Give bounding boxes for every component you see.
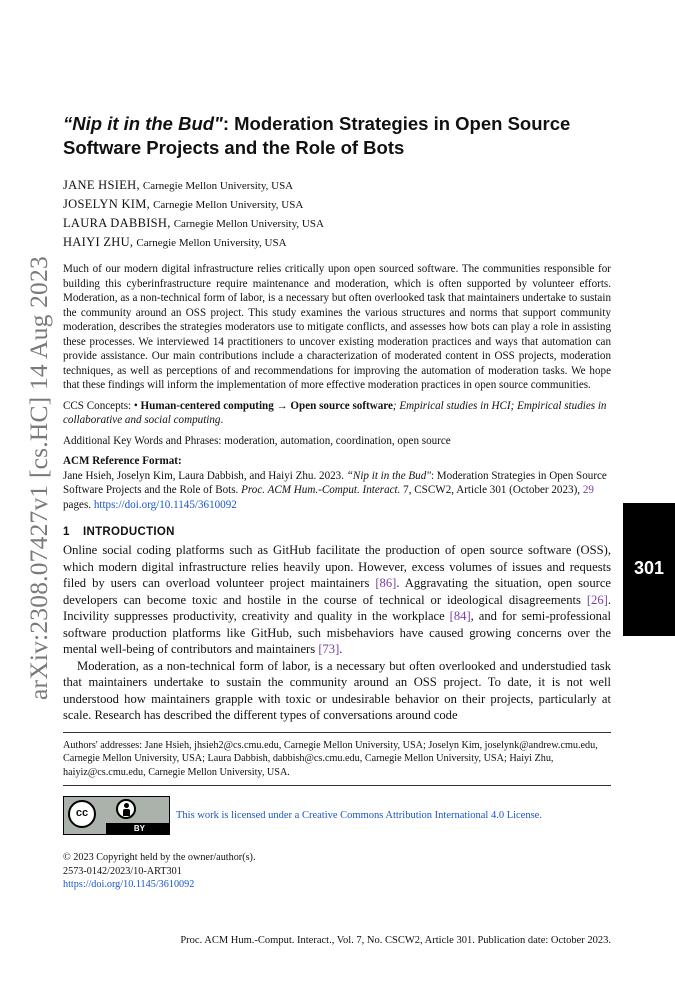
intro-paragraph-1 xyxy=(63,542,611,658)
citation-link[interactable]: [86] xyxy=(375,576,397,590)
authors-addresses: Authors' addresses: Jane Hsieh, jhsieh2@cs.cmu.edu, Carnegie Mellon University, USA; Joselyn Kim, joselynk@andrew.cmu.edu, Carnegie Mellon University, USA; Laura Dabbish, dabbish@cs.cmu.edu, Carnegie Mellon University, USA; Haiyi Zhu, haiyiz@cs.cmu.edu, Carnegie Mellon University, USA. xyxy=(63,739,598,778)
section-number: 1 xyxy=(63,526,70,538)
arxiv-stamp: arXiv:2308.07427v1 [cs.HC] 14 Aug 2023 xyxy=(24,256,53,700)
author-affiliation: Carnegie Mellon University, USA xyxy=(153,199,304,211)
author-name: JANE HSIEH, xyxy=(63,178,140,192)
intro-text: , and for semi-professional software production platforms like GitHub, such misbehaviors have caused growing concerns over the mental well-being of contributors and maintainers xyxy=(63,609,612,656)
section-heading xyxy=(63,526,611,538)
issn-line: 2573-0142/2023/10-ART301 xyxy=(63,865,182,877)
paper-page xyxy=(63,112,611,892)
citation-link[interactable]: [73] xyxy=(318,642,340,656)
paper-title xyxy=(63,112,611,160)
author-list xyxy=(63,176,611,252)
copyright-line: © 2023 Copyright held by the owner/author(s). xyxy=(63,852,256,863)
citation-link[interactable]: [84] xyxy=(449,609,471,623)
attribution-person-icon xyxy=(116,799,136,819)
ccs-label: CCS Concepts: • xyxy=(63,399,141,412)
intro-paragraph-2: Moderation, as a non-technical form of labor, is a necessary but often overlooked and understudied task that maintainers undertake to sustain the community around an OSS project. To date, it is not well understood how maintainers grapple with toxic or undesirable behavior on their projects, particularly at scale. Research has described the different types of conversations around code xyxy=(63,658,611,722)
ref-title-rest: : Moderation Strategies in Open Source Software Projects and the Role of Bots. xyxy=(63,469,607,496)
ref-pages-suffix: pages. xyxy=(63,498,94,511)
ccs-concepts xyxy=(63,399,611,428)
intro-text: . Incivility suppresses productivity, creativity and quality in the workplace xyxy=(63,592,611,623)
cc-by-badge[interactable] xyxy=(63,796,170,835)
page-footer: Proc. ACM Hum.-Comput. Interact., Vol. 7, No. CSCW2, Article 301. Publication date: October 2023. xyxy=(180,935,611,946)
author-affiliation: Carnegie Mellon University, USA xyxy=(136,237,287,249)
keywords: Additional Key Words and Phrases: moderation, automation, coordination, open source xyxy=(63,434,451,447)
title-line2: Software Projects and the Role of Bots xyxy=(63,137,405,158)
by-label: BY xyxy=(133,824,145,833)
acm-reference xyxy=(63,469,611,513)
intro-text: . Aggravating the situation, open source developers can become toxic and hostile in the course of technical or ideological disagreements xyxy=(63,576,611,607)
author-1 xyxy=(63,176,611,195)
ref-doi-link[interactable]: https://doi.org/10.1145/3610092 xyxy=(93,498,237,511)
acm-ref-heading: ACM Reference Format: xyxy=(63,455,182,467)
author-name: JOSELYN KIM, xyxy=(63,197,151,211)
section-title: INTRODUCTION xyxy=(83,526,175,538)
ccs-rest: ; Empirical studies in HCI; Empirical studies in collaborative and social computing xyxy=(63,399,607,426)
ref-authors: Jane Hsieh, Joselyn Kim, Laura Dabbish, and Haiyi Zhu. 2023. xyxy=(63,469,347,482)
license-row xyxy=(63,785,611,835)
citation-link[interactable]: [26] xyxy=(586,592,608,607)
license-link[interactable]: This work is licensed under a Creative Commons Attribution International 4.0 License. xyxy=(176,810,542,821)
article-number-tab xyxy=(623,503,675,636)
author-name: LAURA DABBISH, xyxy=(63,216,171,230)
author-4 xyxy=(63,233,611,252)
author-affiliation: Carnegie Mellon University, USA xyxy=(173,218,324,230)
intro-text: . xyxy=(339,642,343,656)
title-rest: : Moderation Strategies in Open Source xyxy=(222,113,571,134)
footnote-area xyxy=(63,732,611,780)
author-3 xyxy=(63,214,611,233)
abstract: Much of our modern digital infrastructure relies critically upon open sourced software. The communities responsible for building this cyberinfrastructure require maintenance and moderation, which is often supported by volunteer efforts. Moderation, as a non-technical form of labor, is a necessary but often overlooked task that maintainers undertake to sustain the community around an OSS project. This study examines the various structures and norms that support community moderation, describes the strategies moderators use to mitigate conflicts, and assesses how bots can play a role in assisting these processes. We interviewed 14 practitioners to uncover existing moderation practices and ways that automation can provide assistance. Our main contributions include a characterization of moderated content in OSS projects, moderation techniques, as well as perceptions of and recommendations for improving the automation of moderation tasks. We hope that these findings will inform the implementation of more effective moderation practices in open source communities. xyxy=(63,263,611,391)
article-number: 301 xyxy=(633,558,665,578)
ref-details: 7, CSCW2, Article 301 (October 2023), xyxy=(400,484,583,496)
intro-text: Online social coding platforms such as GitHub facilitate the production of open source software (OSS), which modern digital infrastructure relies heavily upon. However, excess volumes of issues and requests filed by users can overload volunteer project maintainers xyxy=(63,543,611,590)
title-quoted: “Nip it in the Bud" xyxy=(63,113,223,134)
copyright-doi-link[interactable]: https://doi.org/10.1145/3610092 xyxy=(63,879,195,890)
author-2 xyxy=(63,195,611,214)
author-affiliation: Carnegie Mellon University, USA xyxy=(142,180,294,192)
ref-pages-link[interactable]: 29 xyxy=(582,484,594,496)
cc-icon: cc xyxy=(68,800,96,828)
author-name: HAIYI ZHU, xyxy=(63,235,134,249)
ccs-primary: Human-centered computing → Open source software xyxy=(140,399,393,412)
ref-journal: Proc. ACM Hum.-Comput. Interact. xyxy=(241,484,401,496)
ref-title-italic: “Nip it in the Bud" xyxy=(346,469,431,482)
copyright-block xyxy=(63,851,611,892)
ccs-end: . xyxy=(220,414,224,426)
